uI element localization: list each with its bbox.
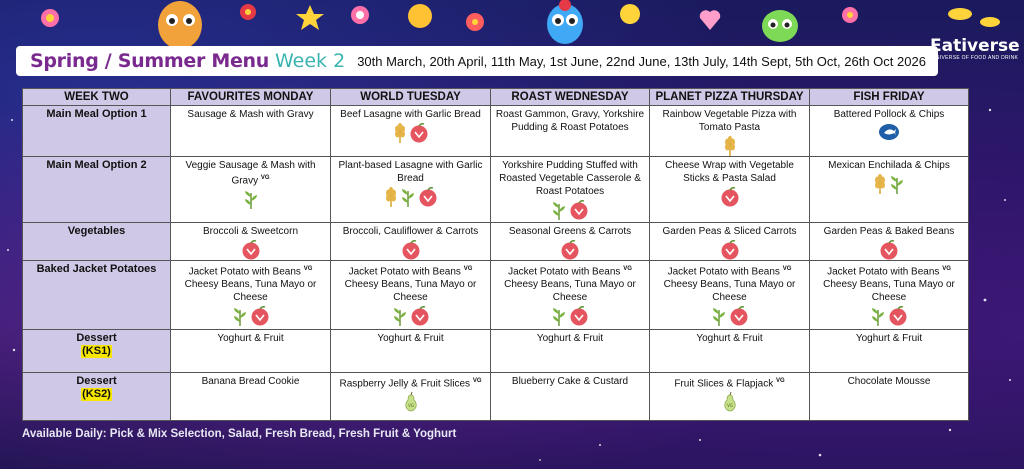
row-label: Vegetables xyxy=(67,225,126,237)
apple-icon xyxy=(560,240,580,260)
dish-name: Yoghurt & Fruit xyxy=(377,333,444,344)
row-label: Main Meal Option 2 xyxy=(46,159,147,171)
apple-icon xyxy=(720,187,740,207)
vegan-marker: VG xyxy=(260,175,270,181)
dietary-icons xyxy=(494,200,646,220)
dish-text-wrap xyxy=(653,263,806,278)
dish-text-wrap xyxy=(653,159,806,185)
menu-cell xyxy=(171,330,331,373)
dish-name: Yoghurt & Fruit xyxy=(855,333,923,344)
dish-name: Jacket Potato with Beans xyxy=(827,266,940,278)
dietary-icons xyxy=(334,187,487,207)
dish-text-wrap xyxy=(653,332,806,345)
available-daily-note: Available Daily: Pick & Mix Selection, Salad, Fresh Bread, Fresh Fruit & Yoghurt xyxy=(22,428,457,440)
herb-icon xyxy=(889,174,905,194)
table-row xyxy=(23,261,969,330)
menu-cell xyxy=(491,157,650,223)
dietary-icons xyxy=(494,240,646,260)
pear-icon xyxy=(723,392,737,412)
dish-text-wrap xyxy=(494,263,646,278)
menu-cell xyxy=(491,106,650,157)
key-stage-badge: (KS1) xyxy=(82,345,111,357)
menu-cell xyxy=(331,106,491,157)
dish-name: Fruit Slices & Flapjack xyxy=(674,378,774,390)
dish-name: Battered Pollock & Chips xyxy=(833,109,945,120)
dish-name: Garden Peas & Sliced Carrots xyxy=(662,226,797,237)
monster-character-icon xyxy=(762,10,798,42)
menu-cell xyxy=(171,157,331,223)
dish-text-wrap xyxy=(174,159,327,187)
dietary-icons xyxy=(334,392,487,412)
vegan-marker: VG xyxy=(782,266,792,272)
dish-name: Broccoli, Cauliflower & Carrots xyxy=(342,226,479,237)
sun-icon xyxy=(408,4,432,28)
dish-name: Yoghurt & Fruit xyxy=(696,333,763,344)
corner-header: WEEK TWO xyxy=(23,89,171,106)
herb-icon xyxy=(711,306,727,326)
row-label: Dessert xyxy=(76,332,117,344)
flower-icon xyxy=(41,9,59,27)
pear-icon xyxy=(404,392,418,412)
wheat-icon xyxy=(384,187,398,207)
flower-icon xyxy=(351,6,369,24)
row-label: Main Meal Option 1 xyxy=(46,108,147,120)
row-header xyxy=(23,261,171,330)
menu-cell xyxy=(171,106,331,157)
flower-icon xyxy=(842,7,858,23)
table-row xyxy=(23,373,969,421)
dietary-icons xyxy=(813,306,965,326)
dish-name: Rainbow Vegetable Pizza with Tomato Pasta xyxy=(662,109,797,133)
menu-header xyxy=(16,46,938,76)
wheat-icon xyxy=(393,123,407,143)
dish-text-wrap xyxy=(334,159,487,185)
herb-icon xyxy=(870,306,886,326)
dish-options: Cheesy Beans, Tuna Mayo or Cheese xyxy=(344,279,477,304)
dish-name: Blueberry Cake & Custard xyxy=(511,376,629,387)
table-header-row xyxy=(23,89,969,106)
vegan-marker: VG xyxy=(942,266,951,272)
apple-icon xyxy=(409,123,429,143)
dietary-icons xyxy=(813,123,965,141)
dish-name: Seasonal Greens & Carrots xyxy=(508,226,632,237)
dish-text-wrap xyxy=(334,108,487,121)
apple-icon xyxy=(888,306,908,326)
dish-text-wrap xyxy=(813,332,965,345)
menu-cell xyxy=(491,330,650,373)
menu-cell xyxy=(650,157,810,223)
star-icon xyxy=(296,5,324,30)
menu-cell xyxy=(331,330,491,373)
herb-icon xyxy=(551,200,567,220)
logo-brand: Eativerse xyxy=(930,36,1020,56)
menu-cell xyxy=(650,330,810,373)
dish-options: Cheesy Beans, Tuna Mayo or Cheese xyxy=(823,279,955,304)
dish-options: Cheesy Beans, Tuna Mayo or Cheese xyxy=(504,279,636,304)
day-header: FAVOURITES MONDAY xyxy=(171,89,331,106)
menu-cell xyxy=(171,373,331,421)
menu-cell xyxy=(810,106,969,157)
day-header: PLANET PIZZA THURSDAY xyxy=(650,89,810,106)
dish-text-wrap xyxy=(334,263,487,278)
dish-name: Cheese Wrap with Vegetable Sticks & Pasta Salad xyxy=(665,160,794,184)
row-header xyxy=(23,106,171,157)
dish-text-wrap xyxy=(813,375,965,388)
menu-title: Spring / Summer Menu xyxy=(30,50,269,72)
sun-icon xyxy=(620,4,640,24)
menu-cell xyxy=(810,330,969,373)
dietary-icons xyxy=(334,123,487,143)
menu-cell xyxy=(650,106,810,157)
apple-icon xyxy=(401,240,421,260)
day-header: FISH FRIDAY xyxy=(810,89,969,106)
dish-text-wrap xyxy=(174,263,327,278)
row-header xyxy=(23,330,171,373)
key-stage-badge: (KS2) xyxy=(82,388,111,400)
dish-text-wrap xyxy=(334,375,487,390)
dish-name: Roast Gammon, Gravy, Yorkshire Pudding & Roast Potatoes xyxy=(495,109,645,133)
dish-text-wrap xyxy=(174,225,327,238)
herb-icon xyxy=(392,306,408,326)
menu-cell xyxy=(331,157,491,223)
dish-name: Chocolate Mousse xyxy=(847,376,931,387)
wheat-icon xyxy=(723,136,737,156)
apple-icon xyxy=(729,306,749,326)
dish-name: Veggie Sausage & Mash with Gravy xyxy=(185,160,316,187)
dish-text-wrap xyxy=(174,375,327,388)
menu-cell xyxy=(810,223,969,261)
dish-name: Jacket Potato with Beans xyxy=(188,266,301,278)
dish-text-wrap xyxy=(653,225,806,238)
dietary-icons xyxy=(653,240,806,260)
dish-text-wrap xyxy=(813,108,965,121)
menu-cell xyxy=(650,261,810,330)
menu-cell xyxy=(491,373,650,421)
dish-name: Sausage & Mash with Gravy xyxy=(187,109,314,120)
dish-text-wrap xyxy=(813,159,965,172)
herb-icon xyxy=(551,306,567,326)
dish-name: Yoghurt & Fruit xyxy=(536,333,604,344)
logo-tagline: UNIVERSE OF FOOD AND DRINK xyxy=(932,55,1019,61)
table-row xyxy=(23,106,969,157)
dietary-icons xyxy=(653,392,806,412)
dish-text-wrap xyxy=(494,332,646,345)
menu-table xyxy=(22,88,969,421)
apple-icon xyxy=(569,200,589,220)
dish-text-wrap xyxy=(174,332,327,345)
menu-cell xyxy=(810,261,969,330)
decorative-banner xyxy=(0,0,1024,50)
dish-text-wrap xyxy=(653,108,806,134)
dish-text-wrap xyxy=(494,225,646,238)
leaf-icon xyxy=(948,8,1000,27)
dietary-icons xyxy=(334,240,487,260)
row-header xyxy=(23,373,171,421)
apple-icon xyxy=(410,306,430,326)
dish-name: Jacket Potato with Beans xyxy=(667,266,780,278)
menu-cell xyxy=(810,157,969,223)
heart-icon xyxy=(700,10,721,30)
svg-text:VG: VG xyxy=(726,403,733,409)
dish-name: Yorkshire Pudding Stuffed with Roasted Vegetable Casserole & Roast Potatoes xyxy=(499,160,641,197)
menu-cell xyxy=(650,373,810,421)
dietary-icons xyxy=(813,240,965,260)
dish-options: Cheesy Beans, Tuna Mayo or Cheese xyxy=(663,279,796,304)
dish-name: Raspberry Jelly & Fruit Slices xyxy=(339,378,471,390)
dish-text-wrap xyxy=(334,225,487,238)
dietary-icons xyxy=(494,306,646,326)
dietary-icons xyxy=(174,240,327,260)
dietary-icons xyxy=(653,187,806,207)
dish-name: Plant-based Lasagne with Garlic Bread xyxy=(338,160,483,184)
menu-cell xyxy=(650,223,810,261)
dietary-icons xyxy=(653,136,806,156)
row-header xyxy=(23,223,171,261)
dish-name: Jacket Potato with Beans xyxy=(348,266,461,278)
dietary-icons xyxy=(174,306,327,326)
dish-text-wrap xyxy=(334,332,487,345)
menu-cell xyxy=(331,373,491,421)
dietary-icons xyxy=(174,189,327,209)
dish-name: Broccoli & Sweetcorn xyxy=(202,226,299,237)
flower-icon xyxy=(466,13,484,31)
fish-icon xyxy=(878,123,900,141)
vegan-marker: VG xyxy=(623,266,632,272)
svg-text:VG: VG xyxy=(407,403,414,409)
table-row xyxy=(23,330,969,373)
vegan-marker: VG xyxy=(776,378,785,384)
dietary-icons xyxy=(334,306,487,326)
dish-name: Mexican Enchilada & Chips xyxy=(828,160,950,171)
day-header: ROAST WEDNESDAY xyxy=(491,89,650,106)
dietary-icons xyxy=(813,174,965,194)
vegan-marker: VG xyxy=(463,266,473,272)
dish-name: Jacket Potato with Beans xyxy=(508,266,621,278)
herb-icon xyxy=(400,187,416,207)
wheat-icon xyxy=(873,174,887,194)
herb-icon xyxy=(232,306,248,326)
dish-options: Cheesy Beans, Tuna Mayo or Cheese xyxy=(184,279,317,304)
vegan-marker: VG xyxy=(303,266,313,272)
menu-cell xyxy=(331,223,491,261)
apple-icon xyxy=(241,240,261,260)
dish-text-wrap xyxy=(174,108,327,121)
day-header: WORLD TUESDAY xyxy=(331,89,491,106)
menu-dates: 30th March, 20th April, 11th May, 1st June, 22nd June, 13th July, 14th Sept, 5th Oct, 26th Oct 2026 xyxy=(357,53,926,69)
apple-icon xyxy=(879,240,899,260)
eativerse-logo xyxy=(926,34,1022,70)
menu-cell xyxy=(331,261,491,330)
menu-cell xyxy=(491,261,650,330)
table-row xyxy=(23,223,969,261)
dish-name: Garden Peas & Baked Beans xyxy=(823,226,955,237)
flower-icon xyxy=(240,4,256,20)
dish-text-wrap xyxy=(494,159,646,198)
dish-text-wrap xyxy=(494,375,646,388)
row-header xyxy=(23,157,171,223)
dish-name: Beef Lasagne with Garlic Bread xyxy=(340,109,481,120)
apple-icon xyxy=(569,306,589,326)
dish-text-wrap xyxy=(653,375,806,390)
apple-icon xyxy=(418,187,438,207)
menu-cell xyxy=(810,373,969,421)
table-row xyxy=(23,157,969,223)
row-label: Baked Jacket Potatoes xyxy=(36,263,157,275)
menu-cell xyxy=(171,261,331,330)
dietary-icons xyxy=(653,306,806,326)
dish-text-wrap xyxy=(813,225,965,238)
monster-character-icon xyxy=(547,0,583,44)
dish-name: Banana Bread Cookie xyxy=(201,376,300,387)
apple-icon xyxy=(720,240,740,260)
herb-icon xyxy=(243,189,259,209)
vegan-marker: VG xyxy=(472,378,482,384)
week-label: Week 2 xyxy=(275,50,346,72)
dish-text-wrap xyxy=(494,108,646,134)
row-label: Dessert xyxy=(76,375,117,387)
monster-character-icon xyxy=(158,1,202,49)
dish-name: Yoghurt & Fruit xyxy=(217,333,284,344)
menu-cell xyxy=(491,223,650,261)
dish-text-wrap xyxy=(813,263,965,278)
apple-icon xyxy=(250,306,270,326)
menu-cell xyxy=(171,223,331,261)
